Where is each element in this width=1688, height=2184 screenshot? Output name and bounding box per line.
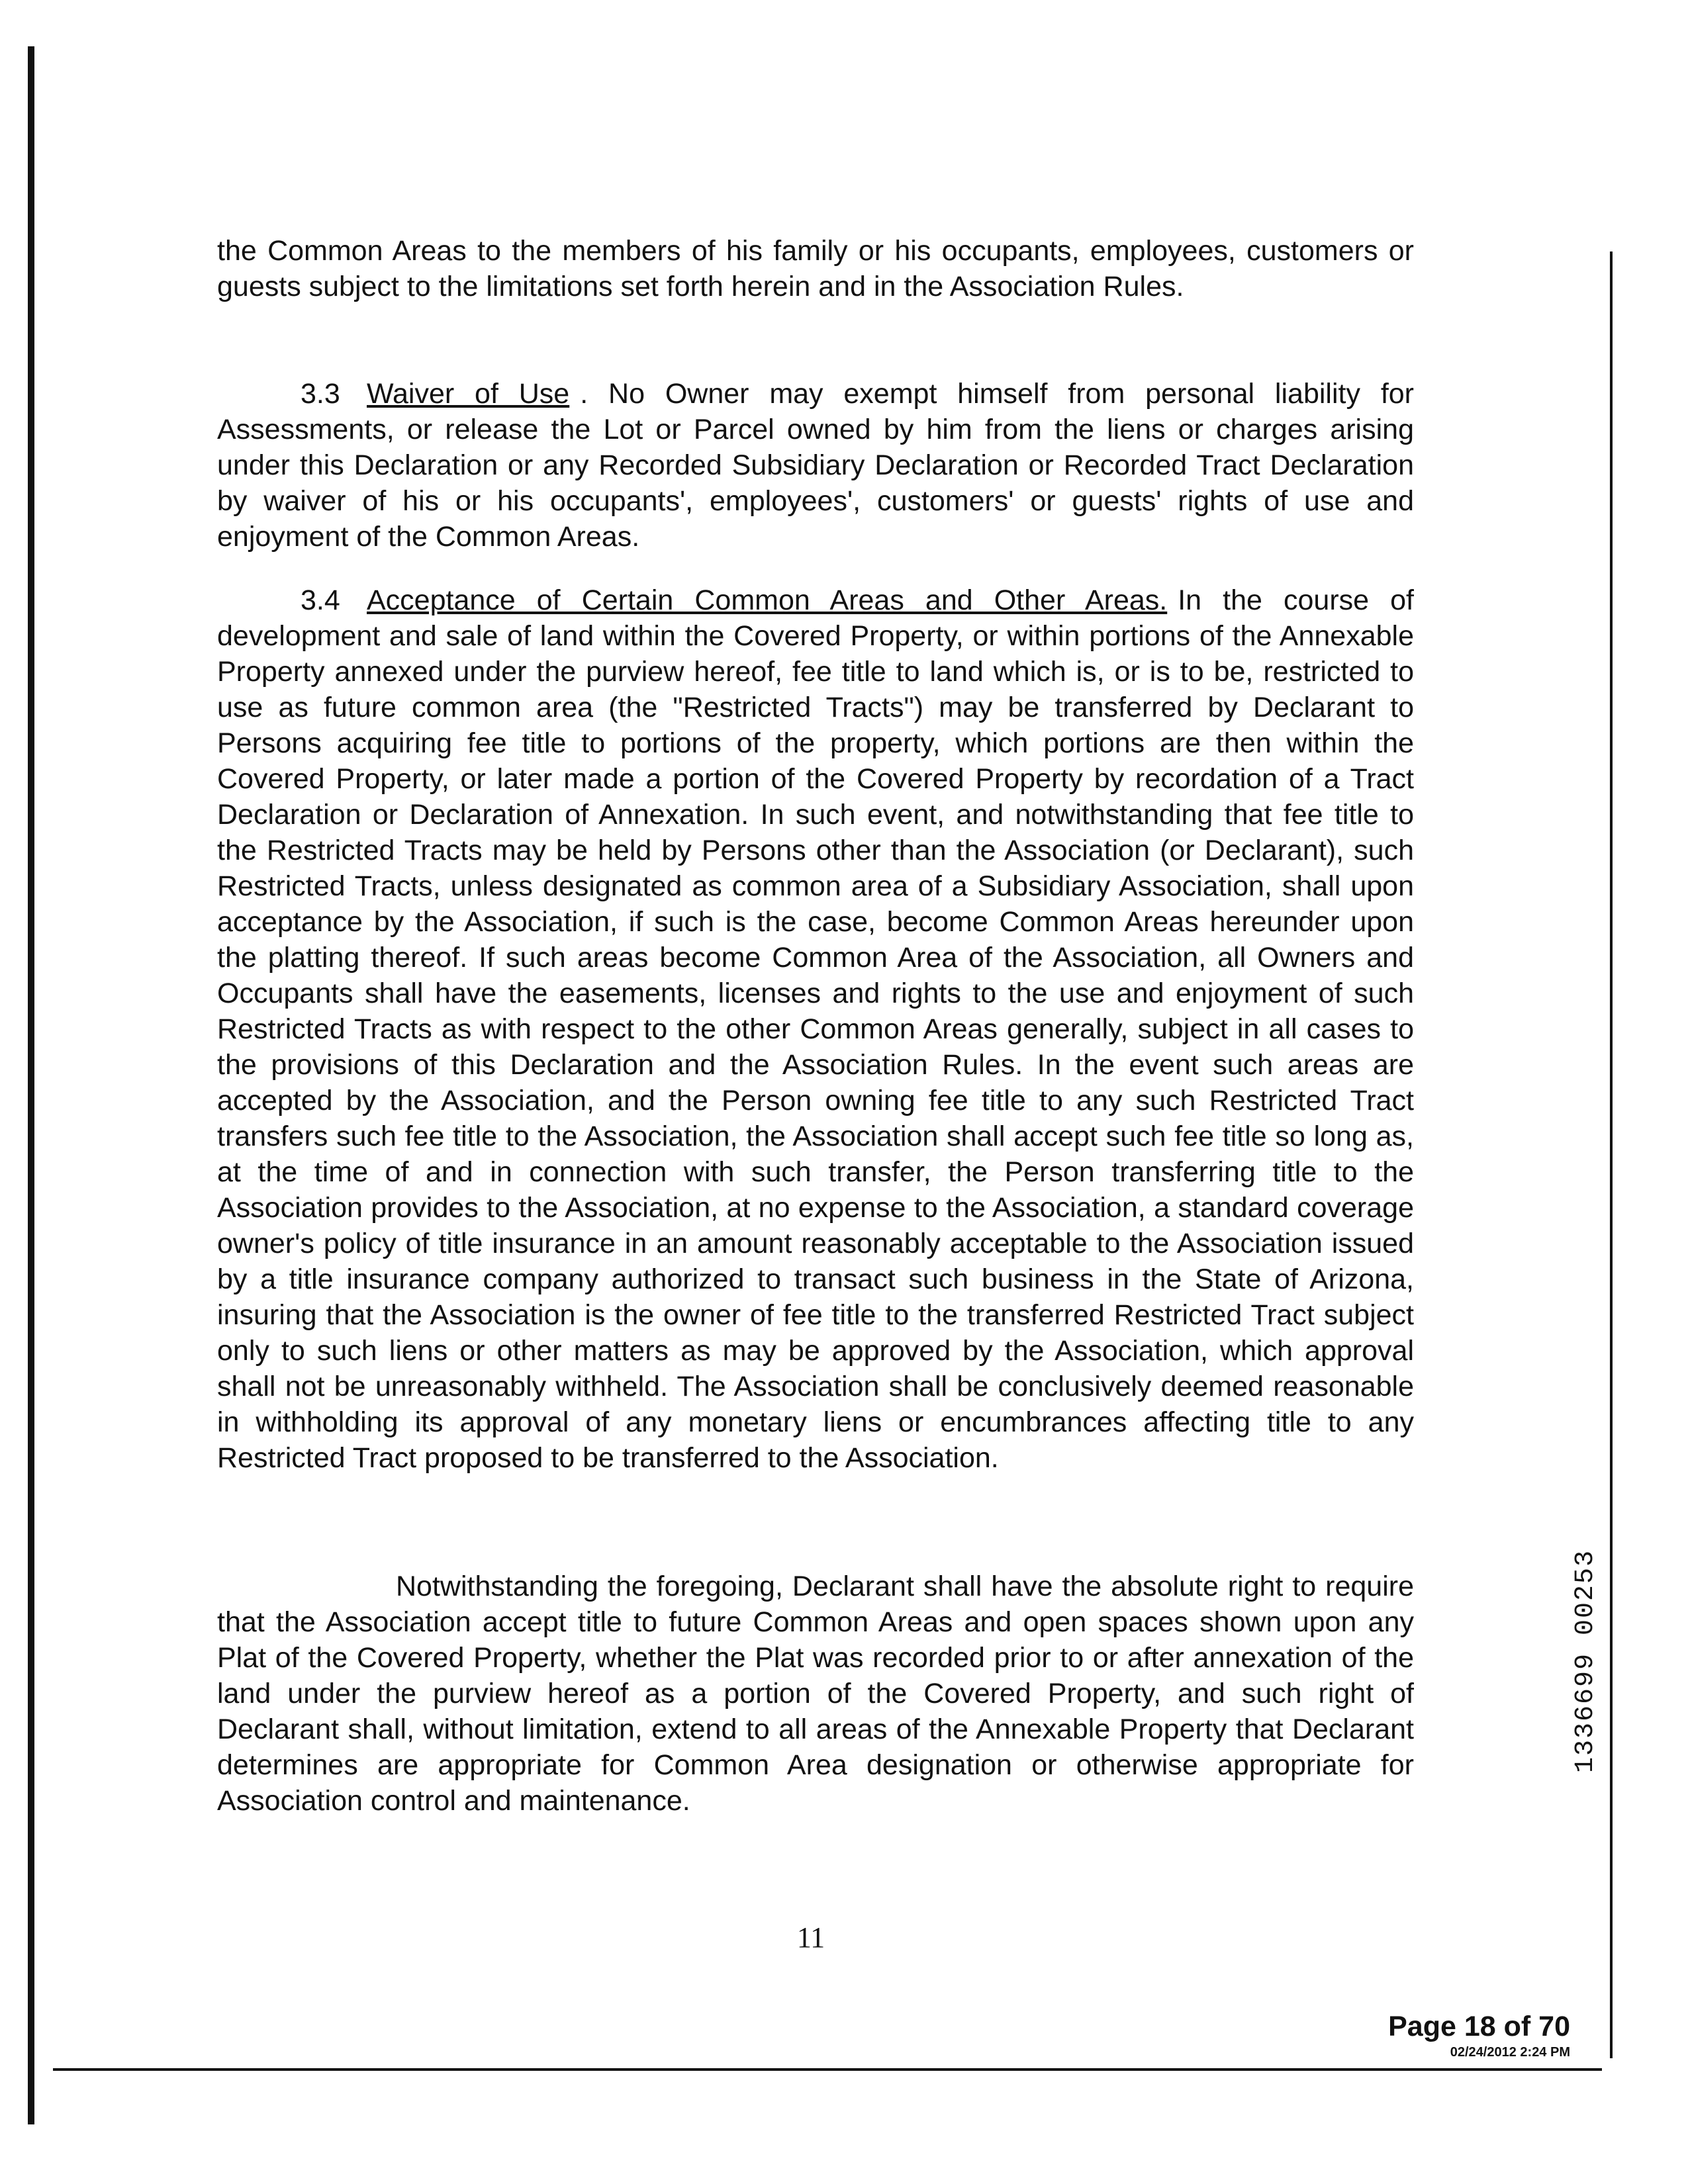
- section-3-4-paragraph: [217, 582, 1414, 1476]
- date-stamp: 02/24/2012 2:24 PM: [1450, 2045, 1570, 2060]
- paragraph-text: the Common Areas to the members of his family or his occupants, employees, customers or guests subject to the limitations set forth herein and in the Association Rules.: [217, 235, 1414, 302]
- paragraph-text: . No Owner may exempt himself from personal liability for Assessments, or release the Lot or Parcel owned by him from the liens or charges arising under this Declaration or any Recorded Subsidiary Declaration or Recorded Tract Declaration by waiver of his or his occupants', employees', customers' or guests' rights of use and enjoyment of the Common Areas.: [217, 378, 1414, 553]
- page-number: 11: [796, 1921, 825, 1954]
- notwithstanding-paragraph: [217, 1569, 1414, 1819]
- bottom-rule: [53, 2068, 1602, 2071]
- paragraph-text: In the course of development and sale of land within the Covered Property, or within portions of the Annexable Property annexed under the purview hereof, fee title to land which is, or is to be, restricted to use as future common area (the "Restricted Tracts") may be transferred by Declarant to Persons acquiring fee title to portions of the property, which portions are then within the Covered Property, or later made a portion of the Covered Property by recordation of a Tract Declaration or Declaration of Annexation. In such event, and notwithstanding that fee title to the Restricted Tracts may be held by Persons other than the Association (or Declarant), such Restricted Tracts, unless designated as common area of a Subsidiary Association, shall upon acceptance by the Association, if such is the case, become Common Areas hereunder upon the platting thereof. If such areas become Common Area of the Association, all Owners and Occupants shall have the easements, licenses and rights to the use and enjoyment of such Restricted Tracts as with respect to the other Common Areas generally, subject in all cases to the provisions of this Declaration and the Association Rules. In the event such areas are accepted by the Association, and the Person owning fee title to any such Restricted Tract transfers such fee title to the Association, the Association shall accept such fee title so long as, at the time of and in connection with such transfer, the Person transferring title to the Association provides to the Association, at no expense to the Association, a standard coverage owner's policy of title insurance in an amount reasonably acceptable to the Association issued by a title insurance company authorized to transact such business in the State of Arizona, insuring that the Association is the owner of fee title to the transferred Restricted Tract subject only to such liens or other matters as may be approved by the Association, which approval shall not be unreasonably withheld. The Association shall be conclusively deemed reasonable in withholding its approval of any monetary liens or encumbrances affecting title to any Restricted Tract proposed to be transferred to the Association.: [217, 584, 1414, 1474]
- right-margin-bar: [1610, 251, 1613, 2058]
- section-number: 3.3: [301, 378, 340, 410]
- page-stamp: Page 18 of 70: [1388, 2011, 1570, 2042]
- margin-recording-number: 1336699 00253: [1571, 1549, 1601, 1774]
- paragraph-continuation: [217, 233, 1414, 304]
- section-3-3-paragraph: [217, 376, 1414, 555]
- section-heading: Acceptance of Certain Common Areas and Other Areas.: [367, 584, 1168, 616]
- section-heading: Waiver of Use: [367, 378, 570, 410]
- section-number: 3.4: [301, 584, 340, 616]
- paragraph-text: Notwithstanding the foregoing, Declarant shall have the absolute right to require that the Association accept title to future Common Areas and open spaces shown upon any Plat of the Covered Property, whether the Plat was recorded prior to or after annexation of the land under the purview hereof as a portion of the Covered Property, and such right of Declarant shall, without limitation, extend to all areas of the Annexable Property that Declarant determines are appropriate for Common Area designation or otherwise appropriate for Association control and maintenance.: [217, 1570, 1414, 1817]
- left-margin-bar: [28, 46, 34, 2124]
